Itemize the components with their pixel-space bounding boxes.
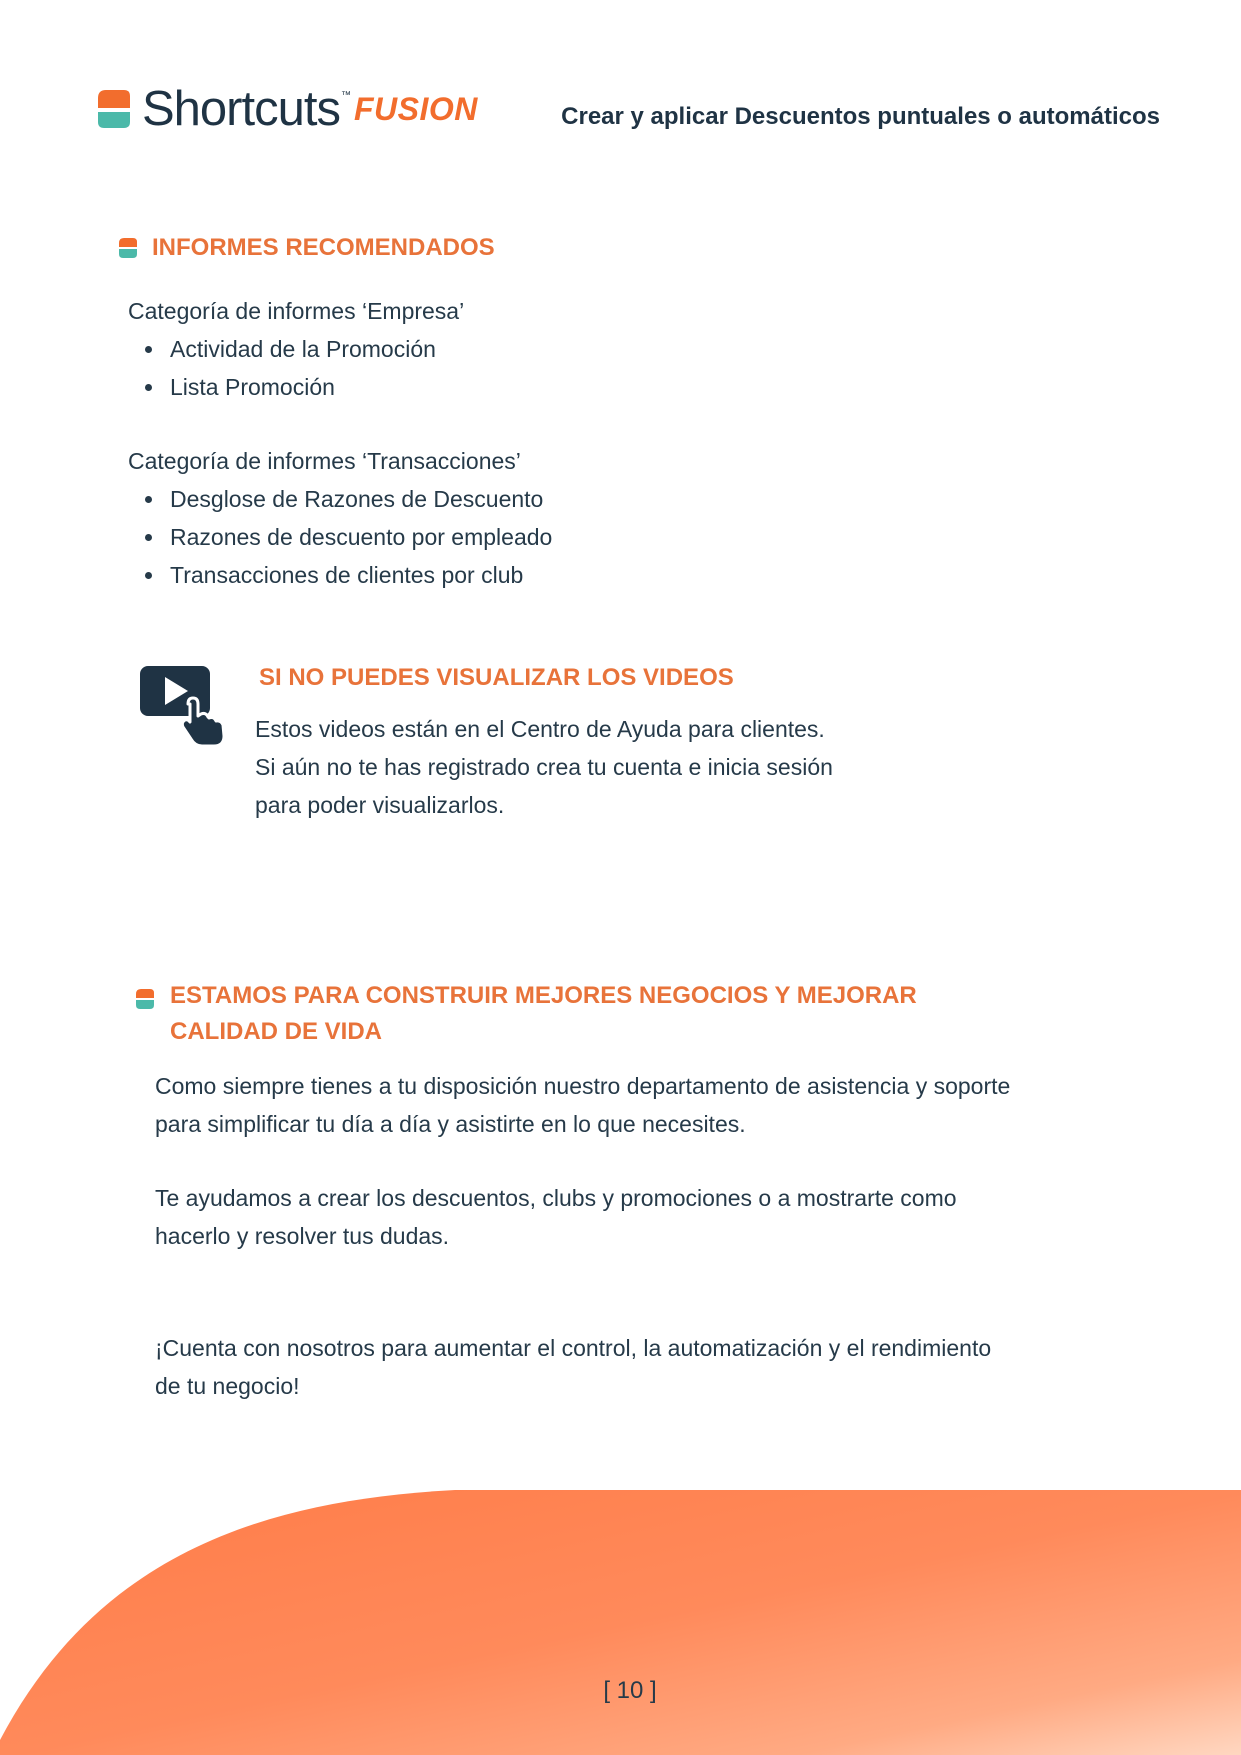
reports-heading: INFORMES RECOMENDADOS [152,234,495,261]
brand-logo [96,81,478,136]
business-paragraph-support [155,1067,1115,1143]
business-paragraph-closing [155,1329,1115,1405]
report-group-empresa [128,292,828,406]
paragraph-line: Te ayudamos a crear los descuentos, clubs y promociones o a mostrarte como [155,1185,957,1211]
report-list [128,480,828,594]
list-item: Lista Promoción [128,368,828,406]
list-item: Actividad de la Promoción [128,330,828,368]
report-group-transacciones [128,442,828,594]
paragraph-line: Como siempre tienes a tu disposición nuestro departamento de asistencia y soporte [155,1073,1011,1099]
business-heading [170,978,1070,1050]
list-item: Transacciones de clientes por club [128,556,828,594]
paragraph-line: hacerlo y resolver tus dudas. [155,1223,450,1249]
document-title: Crear y aplicar Descuentos puntuales o automáticos [561,103,1160,130]
video-play-touch-icon [138,664,230,748]
list-item: Desglose de Razones de Descuento [128,480,828,518]
section-bullet-icon [118,237,138,259]
page-number: [ 10 ] [603,1677,657,1704]
videos-text-line: para poder visualizarlos. [255,792,505,818]
paragraph-line: para simplificar tu día a día y asistirte en lo que necesites. [155,1111,746,1137]
videos-text-line: Estos videos están en el Centro de Ayuda para clientes. [255,716,825,742]
videos-text-line: Si aún no te has registrado crea tu cuenta e inicia sesión [255,754,833,780]
business-heading-line: ESTAMOS PARA CONSTRUIR MEJORES NEGOCIOS Y MEJORAR [170,982,917,1009]
business-paragraph-help [155,1179,1115,1255]
reports-section-heading [118,230,495,266]
videos-text [255,710,955,824]
list-item: Razones de descuento por empleado [128,518,828,556]
business-heading-line: CALIDAD DE VIDA [170,1018,383,1045]
paragraph-line: de tu negocio! [155,1373,300,1399]
logo-trademark: ™ [340,90,351,101]
videos-heading: SI NO PUEDES VISUALIZAR LOS VIDEOS [259,664,734,691]
paragraph-line: ¡Cuenta con nosotros para aumentar el control, la automatización y el rendimiento [155,1335,992,1361]
shortcuts-logo-icon [96,88,132,130]
section-bullet-icon [135,988,155,1010]
logo-text: Shortcuts [142,81,340,136]
logo-fusion-text: FUSION [353,91,478,127]
report-group-label: Categoría de informes ‘Transacciones’ [128,448,521,474]
report-group-label: Categoría de informes ‘Empresa’ [128,298,465,324]
report-list [128,330,828,406]
